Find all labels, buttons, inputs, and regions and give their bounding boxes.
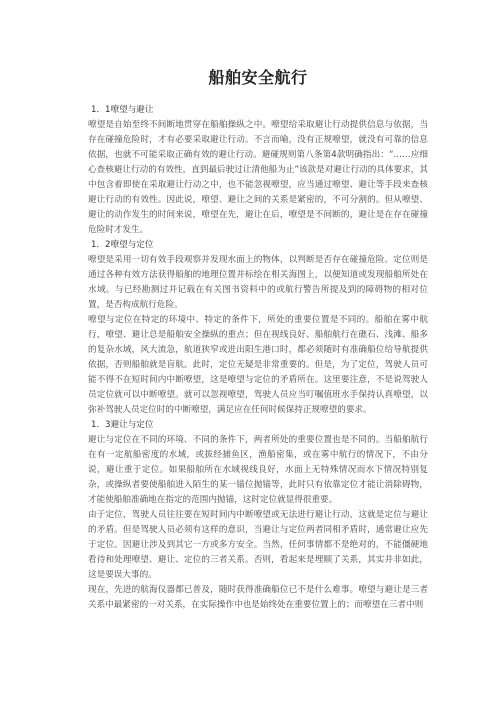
paragraph: 嘹望与定位在特定的环境中、特定的条件下，所处的重要位置是不同的。船舶在雾中航行，嘹望、避让总是船舶安全操纵的重点；但在视线良好、船舶航行在礁石、浅滩、船多的复杂水域，风大流急，航道狭窄或进出阳生港口时，都必须随时有准确船位给导航提供依据，否则船舶就是盲航。此时，定位无疑是非常重要的。但是，为了定位，驾驶人员可能不得不在短时间内中断嘹望，这是嘹望与定位的矛盾所在。这里要注意，不是说驾驶人员定位就可以中断嘹望。就可以忽视嘹望，驾驶人员应当叮嘱值班水手保持认真嘹望，以弥补驾驶人员定位时的中断嘹望，满足应在任何时候保持正规嘹望的要求。	[88, 315, 428, 415]
paragraph: 由于定位，驾驶人员往往要在短时间内中断嘹望或无法进行避让行动，这就是定位与避让的矛盾。但是驾驶人员必须有这样的意识，当避让与定位两者同相矛盾时，通常避让应先于定位。因避让涉及到其它一方或多方安全。当然，任何事情都不是绝对的，不能僵硬地看待和处理嘹望、避让、定位的三者关系。否则，看起来是埋顺了关系，其实并非如此，这是要误大事的。	[88, 510, 428, 580]
paragraph: 嘹望是自始至终不间断地贯穿在船舶操纵之中。嘹望给采取避让行动提供信息与依据，当存在碰撞危险时，才有必要采取避让行动。不言而喻，没有正规嘹望，就没有可靠的信息依据，也就不可能采取正确有效的避让行动。避碰规则第八条第4款明确指出：“……应细心查核避让行动的有效性，直到最后驶过让清他船为止”该款是对避让行动的具体要求，其中包含着即使在采取避让行动之中，也不能忽视嘹望，应当通过嘹望、避让等手段来查核避让行动的有效性。因此说，嘹望、避让之间的关系是紧密的，不可分割的。但从嘹望、避让的动作发生的时间来说，嘹望在先，避让在后，嘹望是不间断的，避让是在存在碰撞危险时才发生。	[88, 120, 428, 235]
paragraph: 避让与定位在不同的环境、不同的条件下，两者所处的重要位置也是不同的。当船舶航行在有一定航船密度的水域，或拔经捕鱼区，渔船密集，或在雾中航行的情况下，不由分说，避让重于定位。如果船舶所在水域视线良好，水面上无特殊情况而水下情况特别复杂，或操纵者要使船舶进入陌生的某一锚位抛锚等，此时只有依靠定位才能让消除碍物，才能使船舶准确地在指定的范围内抛锚，这时定位就显得很重要。	[88, 435, 428, 505]
document-title: 船舶安全航行	[208, 68, 308, 87]
section-heading: 1．1嘹望与避让	[91, 105, 154, 115]
section-heading: 1．2嘹望与定位	[91, 240, 154, 250]
paragraph: 嘹望是采用一切有效手段观察并发现水面上的物体，以判断是否存在碰撞危险。定位则是通过各种有效方法获得船舶的地理位置并标绘在相关海图上，以便知道或发现船舶所处在水域。与已经勘测过并记载在有关图书资料中的或航行警告所提及到的障碍物的相对位置，是否构成航行危险。	[88, 255, 428, 310]
section-heading: 1．3避让与定位	[91, 420, 154, 430]
paragraph: 现在，先进的航海仪器都已普及，随时获得准确船位已不是什么难事。嘹望与避让是三者关系中最紧密的一对关系，在实际操作中也是始终处在重要位置上的；而嘹望在三者中则	[88, 585, 428, 610]
